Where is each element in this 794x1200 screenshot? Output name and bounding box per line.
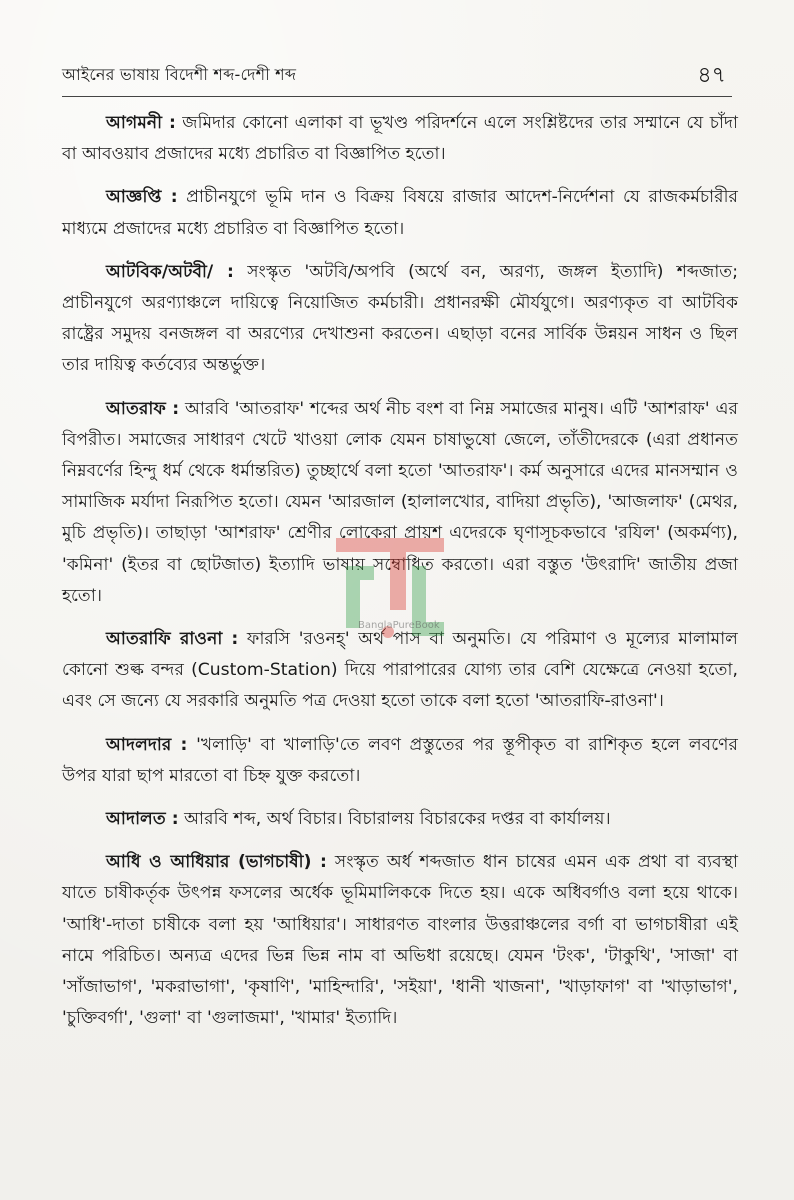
header-rule <box>62 96 732 97</box>
glossary-entry <box>62 394 738 612</box>
entry-definition: আরবি শব্দ, অর্থ বিচার। বিচারালয় বিচারকের দপ্তর বা কার্যালয়। <box>178 809 611 830</box>
entry-definition: সংস্কৃত অর্ধ শব্দজাত ধান চাষের এমন এক প্রথা বা ব্যবস্থা যাতে চাষীকর্তৃক উৎপন্ন ফসলের অর্ধেক ভূমিমালিককে দিতে হয়। একে অধিবর্গাও বলা হয়ে থাকে। 'আধি'-দাতা চাষীকে বলা হয় 'আধিয়ার'। সাধারণত বাংলার উত্তরাঞ্চলের বর্গা বা ভাগচাষীরা এই নামে পরিচিত। অন্যত্র এদের ভিন্ন ভিন্ন নাম বা অভিধা রয়েছে। যেমন 'টংক', 'টাকুথি', 'সাজা' বা 'সাঁজাভাগ', 'মকরাভাগা', 'কৃষাণি', 'মাহিন্দারি', 'সইয়া', 'ধানী খাজনা', 'খাড়াফাগ' বা 'খাড়াভাগ', 'চুক্তিবর্গা', 'গুলা' বা 'গুলাজমা', 'খামার' ইত্যাদি। <box>62 852 738 1029</box>
entry-term: আদলদার : <box>106 734 188 755</box>
entry-term: আজ্ঞপ্তি : <box>106 187 178 208</box>
glossary-entry <box>62 257 738 382</box>
entry-definition: ফারসি 'রওনহ্' অর্থ পাস বা অনুমতি। যে পরিমাণ ও মূল্যের মালামাল কোনো শুল্ক বন্দর (Custom-Station) দিয়ে পারাপারের যোগ্য তার বেশি যেক্ষেত্রে নেওয়া হতো, এবং সে জন্যে যে সরকারি অনুমতি পত্র দেওয়া হতো তাকে বলা হতো 'আতরাফি-রাওনা'। <box>62 629 738 712</box>
glossary-entry <box>62 108 738 170</box>
watermark-text: BanglaPureBook <box>358 620 440 631</box>
entry-term: আগমনী : <box>106 113 176 133</box>
page-number: ৪৭ <box>697 63 726 88</box>
glossary-entry <box>62 847 738 1034</box>
glossary-entry <box>62 804 738 835</box>
glossary-entry <box>62 730 738 792</box>
entry-definition: সংস্কৃত 'অটবি/অপবি (অর্থে বন, অরণ্য, জঙ্গল ইত্যাদি) শব্দজাত; প্রাচীনযুগে অরণ্যাঞ্চলে দায়িত্বে নিয়োজিত কর্মচারী। প্রধানরক্ষী মৌর্যযুগে। অরণ্যকৃত বা আটবিক রাষ্ট্রের সমুদয় বনজঙ্গল বা অরণ্যের দেখাশুনা করতেন। এছাড়া বনের সার্বিক উন্নয়ন সাধন ও ছিল তার দায়িত্ব কর্তব্যের অন্তর্ভুক্ত। <box>62 261 738 376</box>
glossary-body <box>62 108 738 1046</box>
entry-definition: জমিদার কোনো এলাকা বা ভূখণ্ড পরিদর্শনে এলে সংশ্লিষ্টদের তার সম্মানে যে চাঁদা বা আবওয়াব প্রজাদের মধ্যে প্রচারিত বা বিজ্ঞাপিত হতো। <box>62 113 738 165</box>
glossary-entry <box>62 182 738 244</box>
entry-term: আদালত : <box>106 809 179 830</box>
entry-definition: আরবি 'আতরাফ' শব্দের অর্থ নীচ বংশ বা নিম্ন সমাজের মানুষ। এটি 'আশরাফ' এর বিপরীত। সমাজের সাধারণ খেটে খাওয়া লোক যেমন চাষাভুষো জেলে, তাঁতীদেরকে (এরা প্রধানত নিম্নবর্ণের হিন্দু ধর্ম থেকে ধর্মান্তরিত) তুচ্ছার্থে বলা হতো 'আতরাফ'। কর্ম অনুসারে এদের মানসম্মান ও সামাজিক মর্যাদা নিরূপিত হতো। যেমন 'আরজাল (হালালখোর, বাদিয়া প্রভৃতি), 'আজলাফ' (মেথর, মুচি প্রভৃতি)। তাছাড়া 'আশরাফ' শ্রেণীর লোকেরা প্রায়শ এদেরকে ঘৃণাসূচকভাবে 'রযিল' (অকর্মণ্য), 'কমিনা' (ইতর বা ছোটজাত) ইত্যাদি ভাষায় সম্বোধিত করতো। এরা বস্তুত 'উৎরাদি' জাতীয় প্রজা হতো। <box>62 398 738 606</box>
entry-term: আতরাফ : <box>106 398 180 419</box>
entry-term: আধি ও আধিয়ার (ভাগচাষী) : <box>106 852 327 873</box>
entry-definition: 'খলাড়ি' বা খালাড়ি'তে লবণ প্রস্তুতের পর স্তূপীকৃত বা রাশিকৃত হলে লবণের উপর যারা ছাপ মারতো বা চিহ্ন যুক্ত করতো। <box>62 734 738 786</box>
entry-term: আতরাফি রাওনা : <box>106 629 239 650</box>
entry-term: আটবিক/অটবী/ : <box>106 261 234 282</box>
glossary-entry <box>62 624 738 718</box>
running-head: আইনের ভাষায় বিদেশী শব্দ-দেশী শব্দ <box>62 65 297 84</box>
entry-definition: প্রাচীনযুগে ভূমি দান ও বিক্রয় বিষয়ে রাজার আদেশ-নির্দেশনা যে রাজকর্মচারীর মাধ্যমে প্রজাদের মধ্যে প্রচারিত বা বিজ্ঞাপিত হতো। <box>62 187 738 239</box>
